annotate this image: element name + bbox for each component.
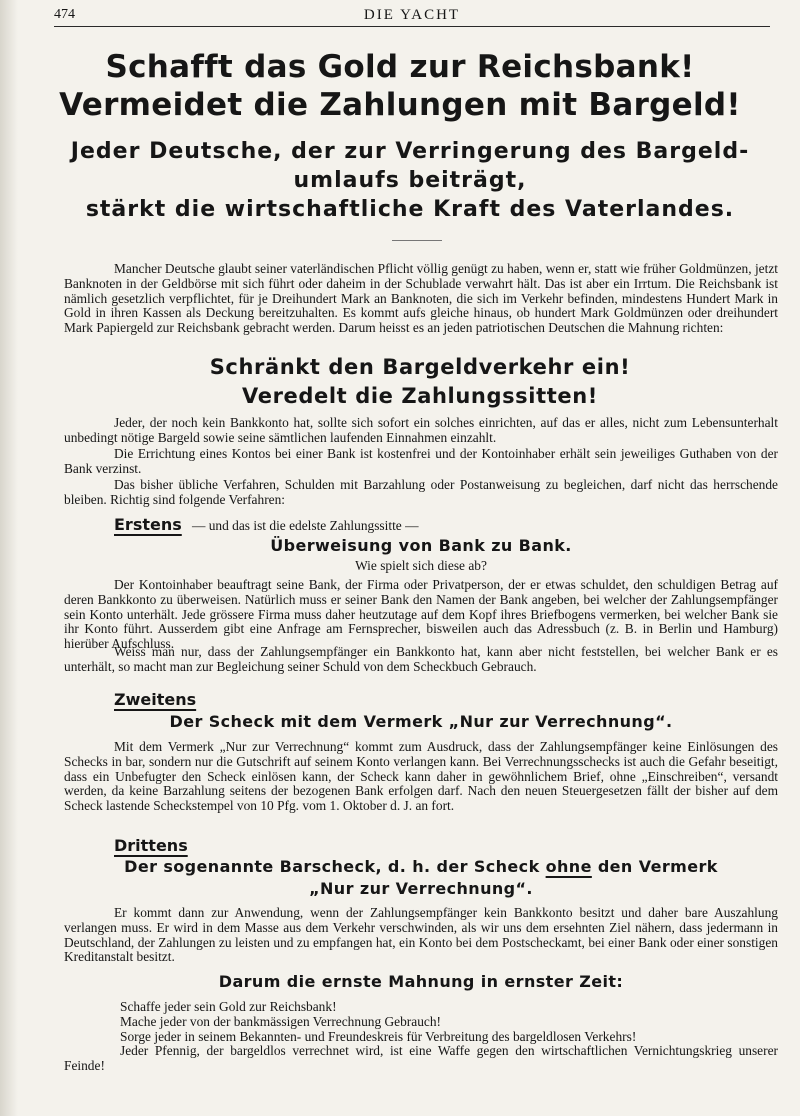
konto-paragraph-3: Das bisher übliche Verfahren, Schulden mit Barzahlung oder Postanweisung zu begleichen, darf nicht das herrschende bleiben. Richtig sind folgende Verfahren: [64, 477, 778, 507]
page-number: 474 [54, 7, 75, 22]
headline-line-2: Vermeidet die Zahlungen mit Bargeld! [59, 87, 741, 123]
running-title: DIE YACHT [363, 6, 461, 23]
section-divider [392, 240, 442, 241]
konto-paragraph-2: Die Errichtung eines Kontos bei einer Bank ist kostenfrei und der Kontoinhaber erhält sein jeweiliges Guthaben von der Bank verzinst. [64, 446, 778, 476]
closing-line-2: Mache jeder von der bankmässigen Verrechnung Gebrauch! [120, 1013, 442, 1029]
subheadline-line-2: umlaufs beiträgt, [293, 168, 527, 193]
closing-heading: Darum die ernste Mahnung in ernster Zeit: [218, 972, 624, 991]
first-note: — und das ist die edelste Zahlungssitte — [192, 518, 419, 533]
third-paragraph: Er kommt dann zur Anwendung, wenn der Zahlungsempfänger kein Bankkonto besitzt und daher bare Auszahlung verlangen muss. Er wird in dem Masse aus dem Verkehr verschwinden, als wir uns dem ersehnten Ziel nähern, dass jedermann in Deutschland, der Zahlungen zu leisten und zu empfangen hat, ein Konto bei dem Postscheckamt, bei einer Bank oder einer sonstigen Kreditanstalt besitzt. [64, 905, 778, 965]
label-zweitens: Zweitens [114, 690, 197, 709]
page-edge-shadow [0, 0, 18, 1116]
second-paragraph: Mit dem Vermerk „Nur zur Verrechnung“ kommt zum Ausdruck, dass der Zahlungsempfänger keine Einlösungen des Schecks in bar, sondern nur die Gutschrift auf seinem Konto verlangen kann. Bei Verrechnungsschecks ist auch die Gefahr beseitigt, dass ein Unbefugter den Scheck einlösen kann, der Scheck kann daher in gewöhnlichem Brief, ohne „Einschreiben“, versandt werden, da keine Barzahlung seitens der bezogenen Bank erfolgen darf. Nach den neuen Steuergesetzen fällt der bisher auf dem Scheck lastende Scheckstempel von 10 Pfg. vom 1. Oktober d. J. an fort. [64, 739, 778, 814]
label-erstens: Erstens [114, 515, 182, 534]
section-heading-line-2: Veredelt die Zahlungssitten! [242, 384, 598, 408]
closing-appeals [64, 1000, 778, 1074]
subheadline-line-1: Jeder Deutsche, der zur Verringerung des Bargeld- [70, 139, 750, 164]
first-paragraph-1: Der Kontoinhaber beauftragt seine Bank, der Firma oder Privatperson, der er etwas schuldet, den schuldigen Betrag auf deren Bankkonto zu überweisen. Natürlich muss er seiner Bank den Namen der Bank angeben, bei welcher der Zahlungsempfänger sein Konto unterhält. Jede grössere Firma muss daher heutzutage auf dem Kopf ihres Briefbogens vermerken, bei welcher Bank sie ihr Konto führt. Ausserdem gibt eine Anfrage am Fernsprecher, bisweilen auch das Adressbuch (z. B. in Berlin und Hamburg) hierüber Aufschluss. [64, 577, 778, 652]
first-heading: Überweisung von Bank zu Bank. [270, 536, 572, 555]
third-heading-after: den Vermerk [597, 857, 718, 876]
first-paragraph-2: Weiss man nur, dass der Zahlungsempfänger ein Bankkonto hat, kann aber nicht feststellen, bei welcher Bank er es unterhält, so macht man zur Begleichung seiner Schuld von dem Scheckbuch Gebrauch. [64, 644, 778, 674]
section-heading-line-1: Schränkt den Bargeldverkehr ein! [209, 355, 631, 379]
konto-paragraph-1: Jeder, der noch kein Bankkonto hat, sollte sich sofort ein solches einrichten, auf das er alles, nicht zum Lebensunterhalt unbedingt nötige Bargeld sowie seine sämtlichen laufenden Einnahmen einzahlt. [64, 415, 778, 445]
page-header [54, 4, 770, 27]
third-heading-line-2: „Nur zur Verrechnung“. [309, 879, 533, 898]
third-heading-emphasis: ohne [545, 857, 592, 876]
label-drittens: Drittens [114, 836, 188, 855]
closing-line-3: Sorge jeder in seinem Bekannten- und Freundeskreis für Verbreitung des bargeldlosen Verkehrs! [120, 1028, 637, 1044]
headline-line-1: Schafft das Gold zur Reichsbank! [105, 49, 695, 85]
closing-line-4: Jeder Pfennig, der bargeldlos verrechnet wird, ist eine Waffe gegen den wirtschaftlichen Vernichtungskrieg unserer Feinde! [64, 1043, 778, 1074]
first-question: Wie spielt sich diese ab? [355, 558, 487, 573]
third-heading-before: Der sogenannte Barscheck, d. h. der Scheck [124, 857, 540, 876]
third-heading-line-1 [64, 857, 778, 877]
closing-line-1: Schaffe jeder sein Gold zur Reichsbank! [120, 999, 337, 1014]
second-heading: Der Scheck mit dem Vermerk „Nur zur Verrechnung“. [169, 712, 673, 731]
intro-paragraph: Mancher Deutsche glaubt seiner vaterländischen Pflicht völlig genügt zu haben, wenn er, statt wie früher Goldmünzen, jetzt Banknoten in der Geldbörse mit sich führt oder daheim in der Schublade verwahrt hält. Das ist aber ein Irrtum. Die Reichsbank ist nämlich gesetzlich verpflichtet, für je Dreihundert Mark an Banknoten, die sich im Verkehr befinden, mindestens Hundert Mark in Gold in ihren Kassen als Deckung bereitzuhalten. Es kommt aufs gleiche hinaus, ob hundert Mark Goldmünzen oder dreihundert Mark Papiergeld zur Reichsbank gebracht werden. Darum heisst es an jeden patriotischen Deutschen die Mahnung richten: [64, 261, 778, 336]
subheadline-line-3: stärkt die wirtschaftliche Kraft des Vaterlandes. [85, 197, 735, 222]
